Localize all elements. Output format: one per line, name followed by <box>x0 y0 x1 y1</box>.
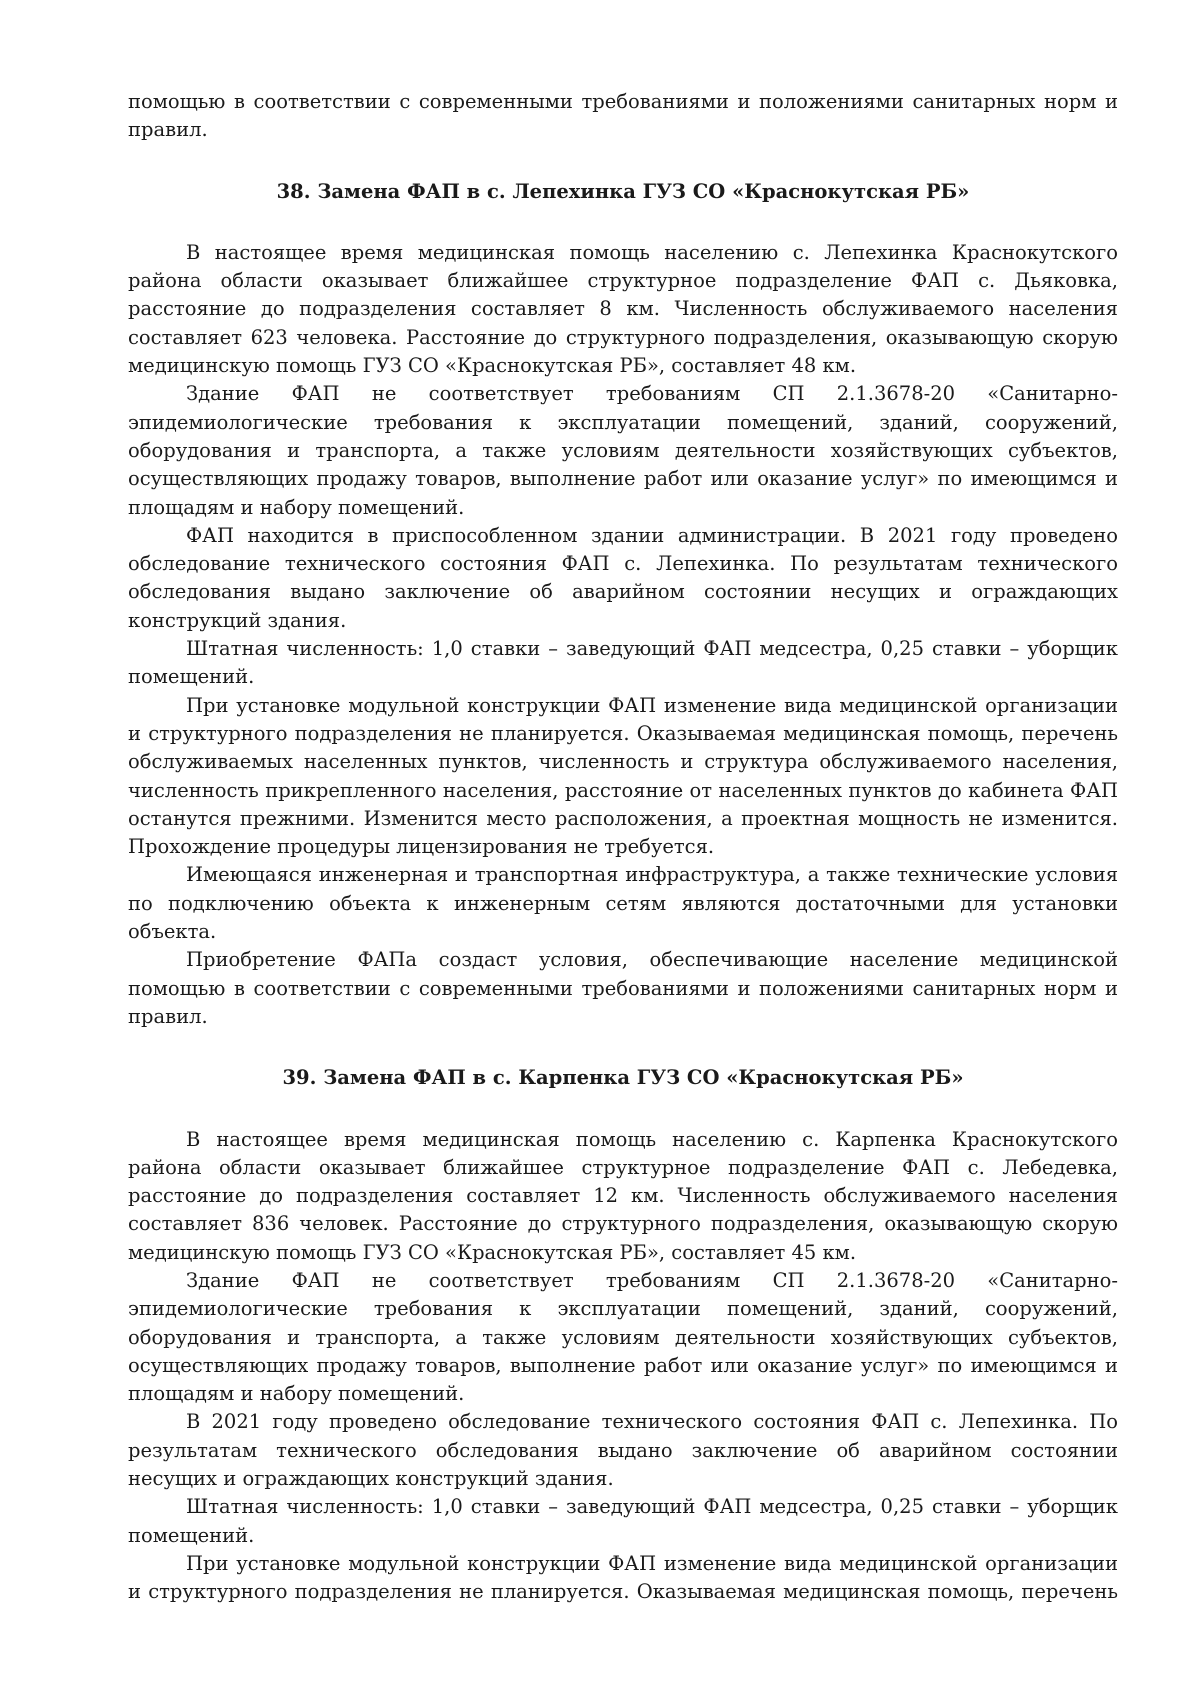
section-38-paragraph-3: ФАП находится в приспособленном здании администрации. В 2021 году проведено обследование технического состояния ФАП с. Лепехинка. По результатам технического обследования выдано заключение об аварийном состоянии несущих и ограждающих конструкций здания. <box>128 523 1118 632</box>
section-39-title: 39. Замена ФАП в с. Карпенка ГУЗ СО «Краснокутская РБ» <box>282 1066 964 1090</box>
section-38-paragraph-7: Приобретение ФАПа создаст условия, обеспечивающие население медицинской помощью в соответствии с современными требованиями и положениями санитарных норм и правил. <box>128 948 1118 1028</box>
section-38-paragraph-5: При установке модульной конструкции ФАП изменение вида медицинской организации и структурного подразделения не планируется. Оказываемая медицинская помощь, перечень обслуживаемых населенных пунктов, численность и структура обслуживаемого населения, численность прикрепленного населения, расстояние от населенных пунктов до кабинета ФАП останутся прежними. Изменится место расположения, а проектная мощность не изменится. Прохождение процедуры лицензирования не требуется. <box>128 693 1118 859</box>
section-38-paragraph-6: Имеющаяся инженерная и транспортная инфраструктура, а также технические условия по подключению объекта к инженерным сетям являются достаточными для установки объекта. <box>128 863 1118 944</box>
section-38-paragraph-1: В настоящее время медицинская помощь населению с. Лепехинка Краснокутского района области оказывает ближайшее структурное подразделение ФАП с. Дьяковка, расстояние до подразделения составляет 8 км. Численность обслуживаемого населения составляет 623 человека. Расстояние до структурного подразделения, оказывающую скорую медицинскую помощь ГУЗ СО «Краснокутская РБ», составляет 48 км. <box>128 240 1118 378</box>
section-39-paragraph-5: При установке модульной конструкции ФАП изменение вида медицинской организации и структурного подразделения не планируется. Оказываемая медицинская помощь, перечень <box>128 1551 1118 1604</box>
section-39-paragraph-1: В настоящее время медицинская помощь населению с. Карпенка Краснокутского района области оказывает ближайшее структурное подразделение ФАП с. Лебедевка, расстояние до подразделения составляет 12 км. Численность обслуживаемого населения составляет 836 человек. Расстояние до структурного подразделения, оказывающую скорую медицинскую помощь ГУЗ СО «Краснокутская РБ», составляет 45 км. <box>128 1127 1118 1264</box>
section-38-title: 38. Замена ФАП в с. Лепехинка ГУЗ СО «Краснокутская РБ» <box>276 179 970 203</box>
section-39-paragraph-2: Здание ФАП не соответствует требованиям СП 2.1.3678-20 «Санитарно-эпидемиологические требования к эксплуатации помещений, зданий, сооружений, оборудования и транспорта, а также условиям деятельности хозяйствующих субъектов, осуществляющих продажу товаров, выполнение работ или оказание услуг» по имеющимся и площадям и набору помещений. <box>128 1268 1118 1406</box>
section-39-paragraph-3: В 2021 году проведено обследование технического состояния ФАП с. Лепехинка. По результатам технического обследования выдано заключение об аварийном состоянии несущих и ограждающих конструкций здания. <box>128 1410 1118 1491</box>
section-39-paragraph-4: Штатная численность: 1,0 ставки – заведующий ФАП медсестра, 0,25 ставки – уборщик помещений. <box>128 1495 1118 1547</box>
section-38-paragraph-2: Здание ФАП не соответствует требованиям СП 2.1.3678-20 «Санитарно-эпидемиологические требования к эксплуатации помещений, зданий, сооружений, оборудования и транспорта, а также условиям деятельности хозяйствующих субъектов, осуществляющих продажу товаров, выполнение работ или оказание услуг» по имеющимся и площадям и набору помещений. <box>128 382 1118 519</box>
section-38-paragraph-4: Штатная численность: 1,0 ставки – заведующий ФАП медсестра, 0,25 ставки – уборщик помещений. <box>128 637 1118 689</box>
continuation-paragraph: помощью в соответствии с современными требованиями и положениями санитарных норм и правил. <box>128 90 1118 142</box>
